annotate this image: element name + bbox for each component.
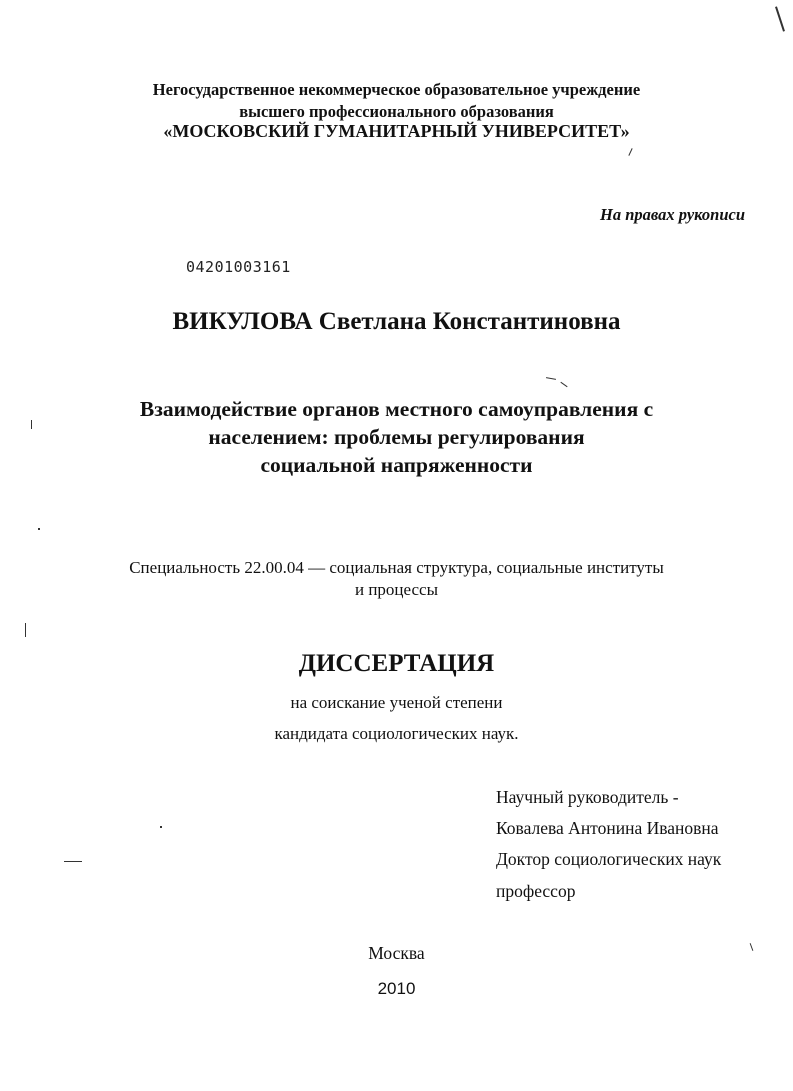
scan-artifact-left-tick bbox=[31, 420, 32, 429]
dissertation-title-line-1: Взаимодействие органов местного самоуправления с bbox=[139, 397, 654, 421]
scan-artifact-dot-3 bbox=[628, 148, 632, 156]
author-name: ВИКУЛОВА Светлана Константиновна bbox=[172, 308, 621, 335]
degree-line-2: кандидата социологических наук. bbox=[274, 724, 519, 743]
scan-artifact-mid-stroke-2 bbox=[560, 382, 567, 387]
supervisor-role: Научный руководитель - bbox=[496, 787, 679, 807]
specialty-line-2: и процессы bbox=[354, 580, 439, 599]
scan-artifact-left-bar bbox=[25, 623, 26, 637]
university-name: «МОСКОВСКИЙ ГУМАНИТАРНЫЙ УНИВЕРСИТЕТ» bbox=[163, 121, 630, 141]
scan-artifact-top-right bbox=[775, 6, 785, 31]
manuscript-rights-note: На правах рукописи bbox=[600, 205, 745, 224]
document-type-heading: ДИССЕРТАЦИЯ bbox=[298, 650, 495, 677]
supervisor-degree: Доктор социологических наук bbox=[496, 849, 722, 869]
dissertation-title-line-3: социальной напряженности bbox=[260, 453, 533, 477]
organization-line-1: Негосударственное некоммерческое образовательное учреждение bbox=[152, 80, 641, 99]
specialty-line-1: Специальность 22.00.04 — социальная структура, социальные институты bbox=[129, 558, 664, 577]
supervisor-name: Ковалева Антонина Ивановна bbox=[496, 818, 719, 838]
dissertation-title-line-2: населением: проблемы регулирования bbox=[208, 425, 585, 449]
supervisor-title: профессор bbox=[496, 881, 576, 901]
scan-artifact-dot bbox=[160, 826, 162, 828]
year: 2010 bbox=[377, 979, 416, 998]
city: Москва bbox=[368, 943, 425, 963]
scan-artifact-dot-2 bbox=[38, 528, 40, 530]
organization-line-2: высшего профессионального образования bbox=[239, 102, 554, 121]
library-stamp-number: 04201003161 bbox=[186, 258, 291, 276]
scan-artifact-left-dash bbox=[64, 861, 82, 862]
degree-line-1: на соискание ученой степени bbox=[290, 693, 503, 712]
scan-artifact-mid-stroke bbox=[546, 377, 556, 380]
